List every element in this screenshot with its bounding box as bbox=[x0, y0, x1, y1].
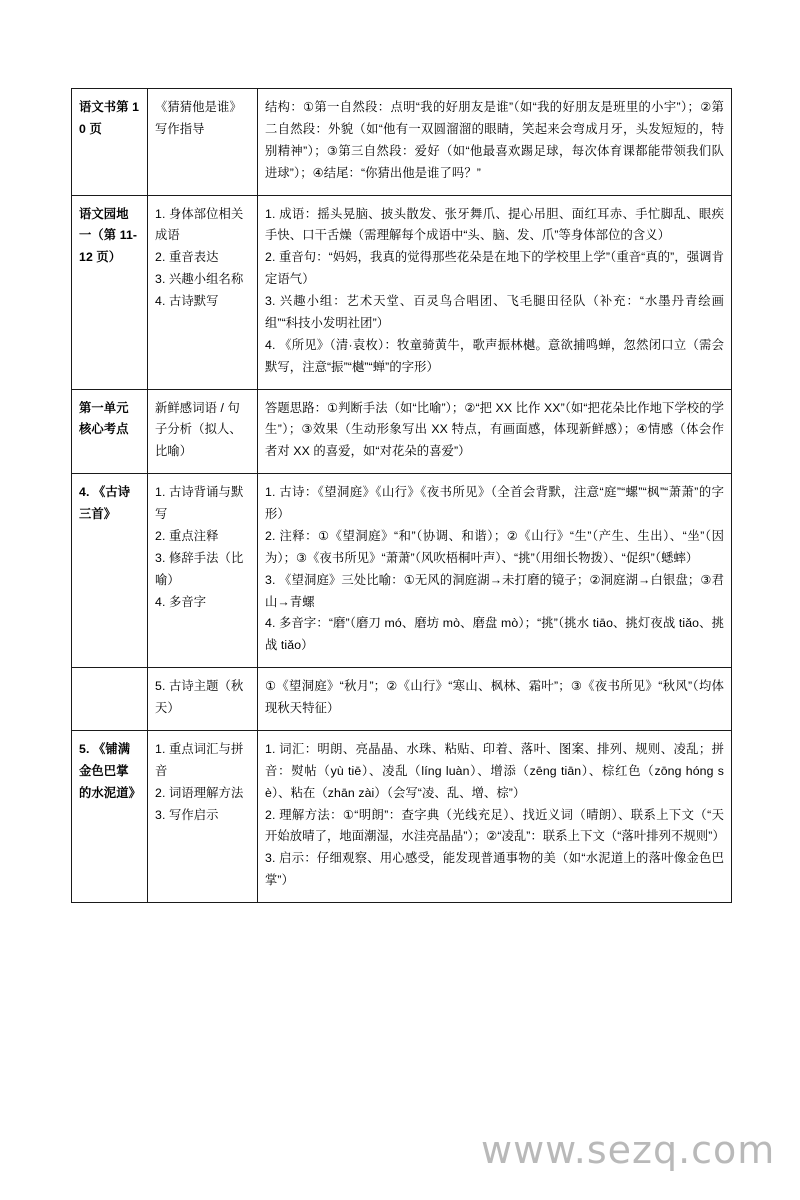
key-point-item: 4. 古诗默写 bbox=[155, 294, 219, 308]
key-point-item: 2. 重音表达 bbox=[155, 250, 219, 265]
content-paragraph: 3. 《望洞庭》三处比喻：①无风的洞庭湖→未打磨的镜子；②洞庭湖→白银盘；③君山→青螺 bbox=[265, 572, 724, 609]
row-key-points bbox=[148, 730, 258, 902]
row-topic: 语文书第 10 页 bbox=[72, 89, 148, 196]
table-row bbox=[72, 195, 732, 389]
row-topic-empty bbox=[72, 668, 148, 731]
row-topic: 4. 《古诗三首》 bbox=[72, 474, 148, 668]
row-content: 结构：①第一自然段：点明“我的好朋友是谁”（如“我的好朋友是班里的小宇”）；②第二自然段：外貌（如“他有一双圆溜溜的眼睛，笑起来会弯成月牙，头发短短的，特别精神”）；③第三自然段：爱好（如“他最喜欢踢足球，每次体育课都能带领我们队进球”）；④结尾：“你猜出他是谁了吗？” bbox=[258, 89, 732, 196]
row-content bbox=[258, 668, 732, 731]
row-topic: 5. 《铺满金色巴掌的水泥道》 bbox=[72, 730, 148, 902]
content-paragraph: 2. 注释：①《望洞庭》“和”（协调、和谐）；②《山行》“生”（产生、生出）、“坐”（因为）；③《夜书所见》“萧萧”（风吹梧桐叶声）、“挑”（用细长物拨）、“促织”（蟋蟀） bbox=[265, 528, 724, 565]
row-content bbox=[258, 474, 732, 668]
study-notes-table bbox=[71, 88, 732, 903]
content-paragraph: ①《望洞庭》“秋月”；②《山行》“寒山、枫林、霜叶”；③《夜书所见》“秋风”（均体现秋天特征） bbox=[265, 679, 724, 715]
content-paragraph: 3. 启示：仔细观察、用心感受，能发现普通事物的美（如“水泥道上的落叶像金色巴掌”） bbox=[265, 851, 724, 888]
content-paragraph: 1. 成语：摇头晃脑、披头散发、张牙舞爪、提心吊胆、面红耳赤、手忙脚乱、眼疾手快、口干舌燥（需理解每个成语中“头、脑、发、爪”等身体部位的含义） bbox=[265, 206, 724, 243]
key-point-item: 1. 身体部位相关成语 bbox=[155, 206, 244, 243]
table-body bbox=[72, 89, 732, 903]
row-key-points bbox=[148, 668, 258, 731]
content-paragraph: 4. 《所见》（清·袁枚）：牧童骑黄牛，歌声振林樾。意欲捕鸣蝉，忽然闭口立（需会默写，注意“振”“樾”“蝉”的字形） bbox=[265, 337, 724, 374]
table-row bbox=[72, 389, 732, 474]
key-point-item: 1. 重点词汇与拼音 bbox=[155, 741, 244, 778]
key-point-item: 5. 古诗主题（秋天） bbox=[155, 679, 244, 715]
content-paragraph: 2. 理解方法：①“明朗”：查字典（光线充足）、找近义词（晴朗）、联系上下文（“天开始放晴了，地面潮湿，水洼亮晶晶”）；②“凌乱”：联系上下文（“落叶排列不规则”） bbox=[265, 807, 725, 844]
row-topic: 语文园地一（第 11-12 页） bbox=[72, 195, 148, 389]
key-point-item: 2. 重点注释 bbox=[155, 528, 219, 543]
key-point-item: 3. 兴趣小组名称 bbox=[155, 272, 244, 287]
row-key-points: 《猜猜他是谁》写作指导 bbox=[148, 89, 258, 196]
table-row bbox=[72, 730, 732, 902]
row-key-points bbox=[148, 195, 258, 389]
table-row bbox=[72, 474, 732, 668]
key-point-item: 3. 写作启示 bbox=[155, 807, 219, 822]
row-content bbox=[258, 730, 732, 902]
row-content bbox=[258, 195, 732, 389]
site-watermark: www.sezq.com bbox=[481, 1128, 776, 1172]
key-point-item: 4. 多音字 bbox=[155, 594, 207, 609]
content-paragraph: 4. 多音字：“磨”（磨刀 mó、磨坊 mò、磨盘 mò）；“挑”（挑水 tiāo、挑灯夜战 tiǎo、挑战 tiǎo） bbox=[265, 616, 724, 653]
table-row bbox=[72, 89, 732, 196]
key-point-item: 1. 古诗背诵与默写 bbox=[155, 485, 244, 521]
row-topic: 第一单元核心考点 bbox=[72, 389, 148, 474]
table-row bbox=[72, 668, 732, 731]
row-content: 答题思路：①判断手法（如“比喻”）；②“把 XX 比作 XX”（如“把花朵比作地下学校的学生”）；③效果（生动形象写出 XX 特点，有画面感，体现新鲜感）；④情感（体会作者对 XX 的喜爱，如“对花朵的喜爱”） bbox=[258, 389, 732, 474]
row-key-points: 新鲜感词语 / 句子分析（拟人、比喻） bbox=[148, 389, 258, 474]
key-point-item: 2. 词语理解方法 bbox=[155, 785, 244, 800]
key-point-item: 3. 修辞手法（比喻） bbox=[155, 550, 244, 587]
row-key-points bbox=[148, 474, 258, 668]
content-paragraph: 2. 重音句：“妈妈，我真的觉得那些花朵是在地下的学校里上学”（重音“真的”，强调肯定语气） bbox=[265, 250, 724, 287]
content-paragraph: 3. 兴趣小组：艺术天堂、百灵鸟合唱团、飞毛腿田径队（补充：“水墨丹青绘画组”“科技小发明社团”） bbox=[265, 294, 724, 330]
content-paragraph: 1. 词汇：明朗、亮晶晶、水珠、粘贴、印着、落叶、图案、排列、规则、凌乱；拼音：熨帖（yù tiē）、凌乱（líng luàn）、增添（zēng tiān）、棕红色（zōng hóng sè）、粘在（zhān zài）（会写“凌、乱、增、棕”） bbox=[265, 741, 724, 800]
content-paragraph: 1. 古诗：《望洞庭》《山行》《夜书所见》（全首会背默，注意“庭”“螺”“枫”“萧萧”的字形） bbox=[265, 485, 724, 521]
